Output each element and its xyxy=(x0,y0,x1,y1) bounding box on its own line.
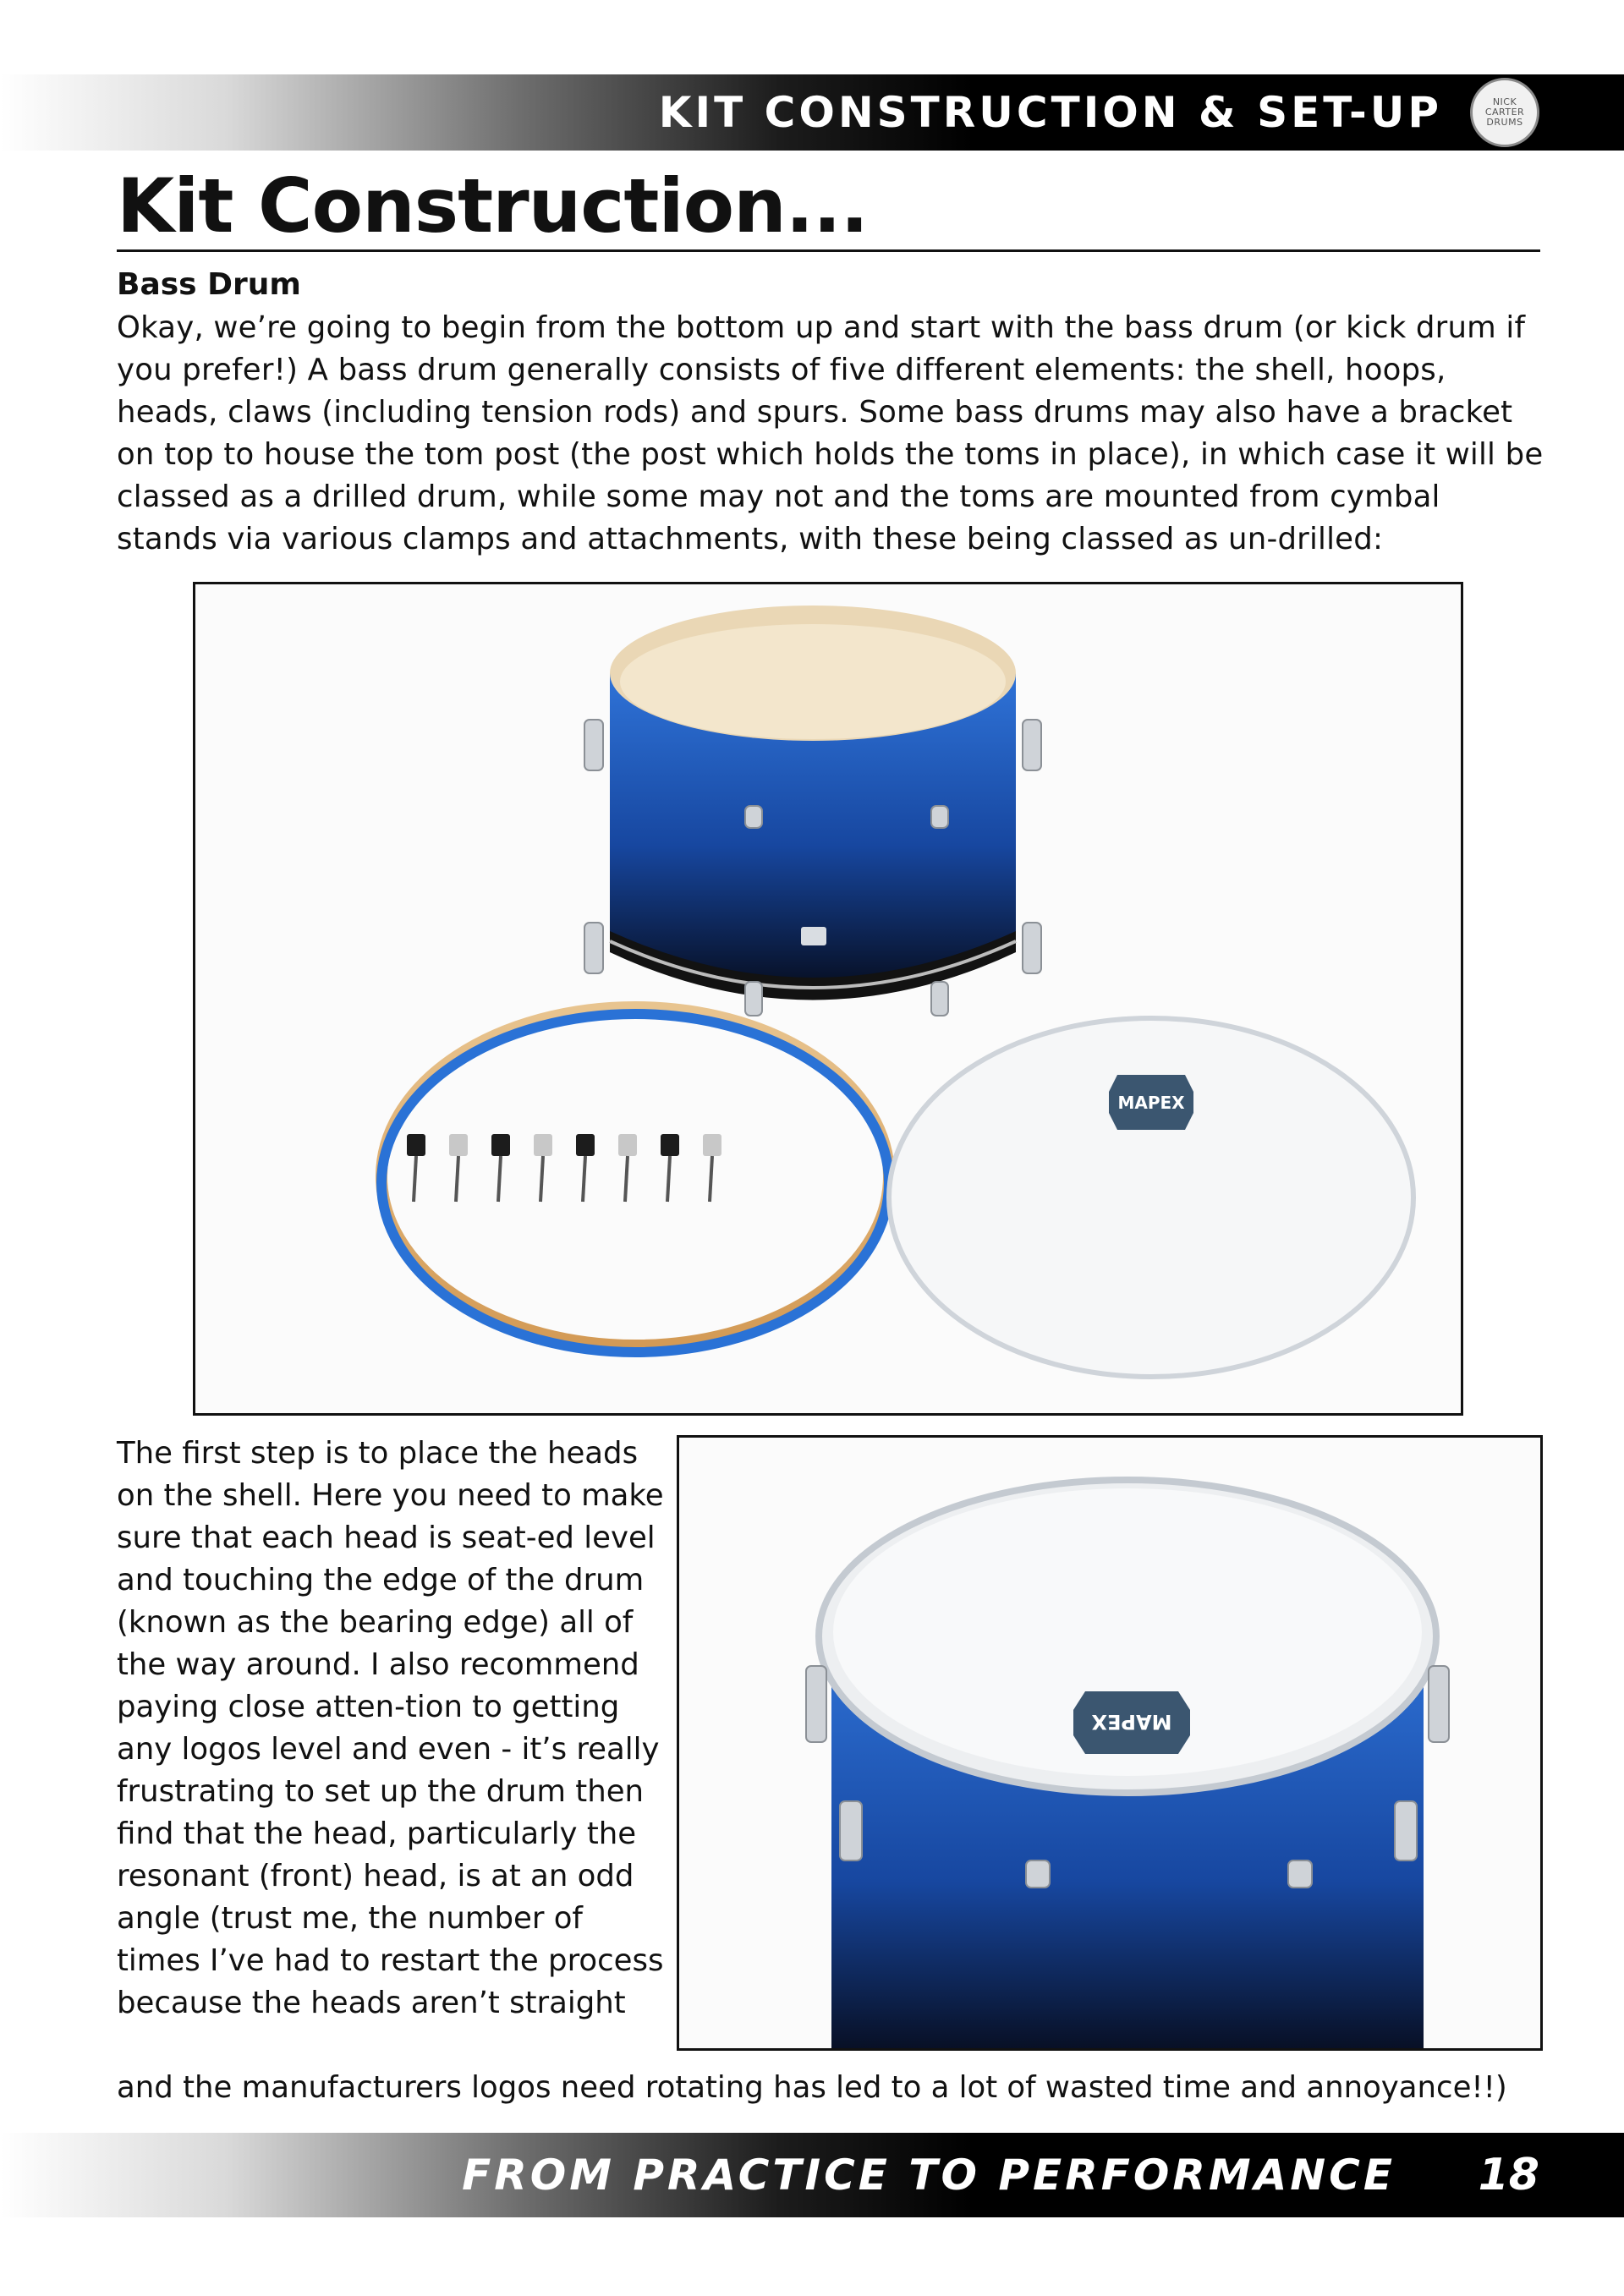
footer-banner xyxy=(0,2133,1624,2217)
section-heading: Bass Drum xyxy=(117,267,301,302)
mapex-logo-icon xyxy=(1073,1691,1190,1754)
intro-paragraph: Okay, we’re going to begin from the bottom up and start with the bass drum (or kick drum if you prefer!) A bass drum generally consists of five different elements: the shell, hoops, heads, claws (including tension rods) and spurs. Some bass drums may also have a bracket on top to house the tom post (the post which holds the toms in place), in which case it will be classed as a drilled drum, while some may not and the toms are mounted from cymbal stands via various clamps and attachments, with these being classed as un-drilled: xyxy=(117,310,1544,556)
bass-drum-parts-illustration xyxy=(195,584,1461,1413)
drum-head-illustration xyxy=(679,1438,1540,2048)
title-divider xyxy=(117,249,1540,252)
mapex-logo-icon xyxy=(1109,1075,1193,1130)
heads-paragraph: The first step is to place the heads on the shell. Here you need to make sure that each head is seat-ed level and touching the edge of the drum (known as the bearing edge) all of the way around. I also recommend paying close atten-tion to getting any logos level and even - it’s really frustrating to set up the drum then find that the head, particularly the resonant (front) head, is at an odd angle (trust me, the number of times I’ve had to restart the process because the heads aren’t straight xyxy=(117,1436,664,2020)
page-number: 18 xyxy=(1478,2150,1539,2200)
page-title: Kit Construction... xyxy=(117,162,869,249)
photo1-logo-text: MAPEX xyxy=(1117,1093,1185,1113)
badge-line-3: DRUMS xyxy=(1486,117,1523,128)
footer-tagline: FROM PRACTICE TO PERFORMANCE xyxy=(462,2151,1396,2200)
photo2-logo-text: MAPEX xyxy=(1091,1710,1172,1734)
badge-line-1: NICK xyxy=(1492,96,1517,107)
shell-badge-icon xyxy=(801,927,826,945)
bass-drum-parts-photo xyxy=(193,582,1463,1416)
drum-with-head-photo xyxy=(677,1435,1543,2051)
badge-line-2: CARTER xyxy=(1484,107,1525,118)
section-banner-title: KIT CONSTRUCTION & SET-UP xyxy=(658,88,1442,137)
heads-paragraph-tail: and the manufacturers logos need rotating has led to a lot of wasted time and annoyance!!) xyxy=(117,2070,1507,2105)
top-banner xyxy=(0,74,1624,151)
brand-logo-badge xyxy=(1470,78,1539,147)
